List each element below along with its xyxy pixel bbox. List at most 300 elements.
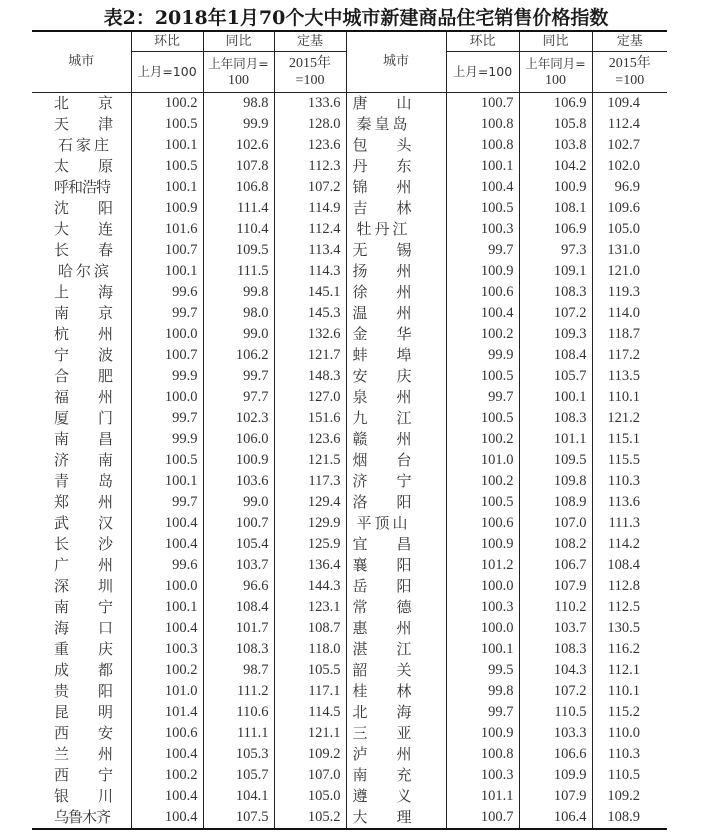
dingji-cell: 112.4 <box>274 219 346 240</box>
table-row <box>32 345 667 366</box>
city-name: 广州 <box>54 556 113 574</box>
city-name: 西安 <box>54 724 113 742</box>
dingji-cell: 107.2 <box>274 177 346 198</box>
table-body <box>32 93 667 830</box>
tongbi-cell: 105.8 <box>519 114 592 135</box>
city-cell <box>346 576 446 597</box>
city-name: 韶关 <box>352 661 412 679</box>
table-row <box>32 177 667 198</box>
huanbi-cell: 101.0 <box>446 450 519 471</box>
city-cell <box>32 807 131 829</box>
tongbi-cell: 99.7 <box>203 366 274 387</box>
city-cell <box>32 660 131 681</box>
header-tongbi-right: 同比 <box>519 31 592 52</box>
tongbi-cell: 110.2 <box>519 597 592 618</box>
tongbi-cell: 99.0 <box>203 492 274 513</box>
tongbi-cell: 100.7 <box>203 513 274 534</box>
tongbi-cell: 105.3 <box>203 744 274 765</box>
city-cell <box>32 639 131 660</box>
city-cell <box>346 639 446 660</box>
tongbi-cell: 99.8 <box>203 282 274 303</box>
huanbi-cell: 99.7 <box>446 702 519 723</box>
header-dingji-right: 定基 <box>592 31 667 52</box>
huanbi-cell: 99.5 <box>446 660 519 681</box>
dingji-cell: 129.9 <box>274 513 346 534</box>
tongbi-cell: 107.5 <box>203 807 274 829</box>
huanbi-cell: 100.2 <box>446 429 519 450</box>
table-row <box>32 240 667 261</box>
tongbi-cell: 111.4 <box>203 198 274 219</box>
city-name: 武汉 <box>54 514 113 532</box>
dingji-cell: 115.2 <box>592 702 667 723</box>
table-row <box>32 135 667 156</box>
dingji-cell: 133.6 <box>274 93 346 115</box>
city-cell <box>346 660 446 681</box>
huanbi-cell: 100.9 <box>446 534 519 555</box>
tongbi-cell: 109.5 <box>519 450 592 471</box>
huanbi-cell: 99.8 <box>446 681 519 702</box>
city-cell <box>32 702 131 723</box>
huanbi-cell: 100.5 <box>446 492 519 513</box>
header-dingji-base-left <box>274 52 346 93</box>
dingji-cell: 114.9 <box>274 198 346 219</box>
city-name: 大连 <box>54 220 113 238</box>
city-name: 郑州 <box>54 493 113 511</box>
city-name: 重庆 <box>54 640 113 658</box>
header-city-right: 城市 <box>346 31 446 93</box>
huanbi-cell: 100.3 <box>131 639 203 660</box>
tongbi-cell: 109.5 <box>203 240 274 261</box>
dingji-cell: 105.5 <box>274 660 346 681</box>
city-cell <box>32 114 131 135</box>
city-cell <box>32 513 131 534</box>
tongbi-cell: 106.0 <box>203 429 274 450</box>
dingji-cell: 118.0 <box>274 639 346 660</box>
city-name: 岳阳 <box>352 577 412 595</box>
city-name: 徐州 <box>352 283 412 301</box>
header-tongbi-left: 同比 <box>203 31 274 52</box>
city-cell <box>32 198 131 219</box>
city-name: 济南 <box>54 451 113 469</box>
huanbi-cell: 100.0 <box>131 324 203 345</box>
header-huanbi-right: 环比 <box>446 31 519 52</box>
city-name: 北京 <box>54 94 113 112</box>
huanbi-cell: 100.7 <box>131 345 203 366</box>
city-cell <box>346 807 446 829</box>
city-name: 安庆 <box>352 367 412 385</box>
city-name: 襄阳 <box>352 556 412 574</box>
city-cell <box>32 282 131 303</box>
dingji-cell: 114.2 <box>592 534 667 555</box>
dingji-cell: 121.2 <box>592 408 667 429</box>
base-label-line1: 上年同月= <box>525 55 586 71</box>
city-cell <box>346 765 446 786</box>
huanbi-cell: 100.9 <box>446 261 519 282</box>
huanbi-cell: 100.3 <box>446 597 519 618</box>
city-cell <box>32 156 131 177</box>
tongbi-cell: 102.6 <box>203 135 274 156</box>
city-name: 吉林 <box>352 199 412 217</box>
city-cell <box>32 576 131 597</box>
dingji-cell: 132.6 <box>274 324 346 345</box>
city-cell <box>32 345 131 366</box>
table-row <box>32 198 667 219</box>
city-cell <box>346 597 446 618</box>
huanbi-cell: 99.6 <box>131 282 203 303</box>
city-cell <box>346 681 446 702</box>
dingji-cell: 109.6 <box>592 198 667 219</box>
huanbi-cell: 100.1 <box>131 135 203 156</box>
huanbi-cell: 100.2 <box>446 324 519 345</box>
city-cell <box>32 765 131 786</box>
huanbi-cell: 100.7 <box>446 93 519 115</box>
huanbi-cell: 100.8 <box>446 114 519 135</box>
tongbi-cell: 109.8 <box>519 471 592 492</box>
city-name: 常德 <box>352 598 412 616</box>
dingji-cell: 96.9 <box>592 177 667 198</box>
tongbi-cell: 109.9 <box>519 765 592 786</box>
huanbi-cell: 100.5 <box>131 114 203 135</box>
city-name: 扬州 <box>352 262 412 280</box>
dingji-cell: 113.4 <box>274 240 346 261</box>
tongbi-cell: 107.9 <box>519 786 592 807</box>
tongbi-cell: 96.6 <box>203 576 274 597</box>
city-name: 宜昌 <box>352 535 412 553</box>
table-row <box>32 261 667 282</box>
city-cell <box>346 513 446 534</box>
city-cell <box>346 555 446 576</box>
tongbi-cell: 104.1 <box>203 786 274 807</box>
huanbi-cell: 100.4 <box>446 177 519 198</box>
header-city-left: 城市 <box>32 31 131 93</box>
city-name: 青岛 <box>54 472 113 490</box>
table-row <box>32 786 667 807</box>
tongbi-cell: 106.9 <box>519 219 592 240</box>
city-cell <box>346 219 446 240</box>
dingji-cell: 116.2 <box>592 639 667 660</box>
huanbi-cell: 100.3 <box>446 765 519 786</box>
huanbi-cell: 99.7 <box>131 303 203 324</box>
city-name: 丹东 <box>352 157 412 175</box>
city-cell <box>346 282 446 303</box>
city-cell <box>32 597 131 618</box>
city-cell <box>346 450 446 471</box>
tongbi-cell: 103.7 <box>519 618 592 639</box>
tongbi-cell: 100.1 <box>519 387 592 408</box>
header-huanbi-base-left <box>131 52 203 93</box>
dingji-cell: 117.2 <box>592 345 667 366</box>
table-header <box>32 31 667 93</box>
huanbi-cell: 100.2 <box>131 93 203 115</box>
huanbi-cell: 100.1 <box>446 156 519 177</box>
city-cell <box>32 618 131 639</box>
huanbi-cell: 100.5 <box>131 450 203 471</box>
huanbi-cell: 100.0 <box>446 618 519 639</box>
city-name: 福州 <box>54 388 113 406</box>
tongbi-cell: 108.3 <box>519 639 592 660</box>
huanbi-cell: 101.4 <box>131 702 203 723</box>
tongbi-cell: 99.9 <box>203 114 274 135</box>
table-row <box>32 303 667 324</box>
base-label-line2: =100 <box>295 73 325 88</box>
table-row <box>32 93 667 115</box>
dingji-cell: 121.1 <box>274 723 346 744</box>
dingji-cell: 115.1 <box>592 429 667 450</box>
dingji-cell: 111.3 <box>592 513 667 534</box>
city-cell <box>346 618 446 639</box>
city-cell <box>32 177 131 198</box>
city-cell <box>32 303 131 324</box>
huanbi-cell: 100.4 <box>131 807 203 829</box>
huanbi-cell: 100.0 <box>446 576 519 597</box>
tongbi-cell: 105.7 <box>519 366 592 387</box>
tongbi-cell: 107.2 <box>519 303 592 324</box>
tongbi-cell: 108.3 <box>203 639 274 660</box>
dingji-cell: 151.6 <box>274 408 346 429</box>
tongbi-cell: 105.4 <box>203 534 274 555</box>
city-name: 上海 <box>54 283 113 301</box>
huanbi-cell: 100.1 <box>131 177 203 198</box>
base-label-line2: 100 <box>545 72 566 88</box>
city-name: 海口 <box>54 619 113 637</box>
city-name: 唐山 <box>352 94 412 112</box>
table-row <box>32 324 667 345</box>
tongbi-cell: 104.2 <box>519 156 592 177</box>
table-row <box>32 618 667 639</box>
city-name: 成都 <box>54 661 113 679</box>
tongbi-cell: 103.6 <box>203 471 274 492</box>
city-cell <box>32 786 131 807</box>
huanbi-cell: 100.9 <box>446 723 519 744</box>
city-cell <box>346 429 446 450</box>
city-cell <box>32 471 131 492</box>
huanbi-cell: 100.4 <box>131 786 203 807</box>
tongbi-cell: 106.7 <box>519 555 592 576</box>
tongbi-cell: 106.9 <box>519 93 592 115</box>
city-cell <box>346 93 446 115</box>
tongbi-cell: 101.7 <box>203 618 274 639</box>
tongbi-cell: 98.8 <box>203 93 274 115</box>
huanbi-cell: 100.7 <box>131 240 203 261</box>
huanbi-cell: 100.5 <box>446 408 519 429</box>
city-cell <box>346 177 446 198</box>
dingji-cell: 112.3 <box>274 156 346 177</box>
dingji-cell: 109.4 <box>592 93 667 115</box>
tongbi-cell: 107.0 <box>519 513 592 534</box>
table-row <box>32 492 667 513</box>
tongbi-cell: 111.2 <box>203 681 274 702</box>
city-name: 南充 <box>352 766 412 784</box>
header-huanbi-base-right <box>446 52 519 93</box>
table-row <box>32 219 667 240</box>
city-name: 包头 <box>352 136 412 154</box>
dingji-cell: 110.1 <box>592 387 667 408</box>
city-cell <box>32 240 131 261</box>
dingji-cell: 148.3 <box>274 366 346 387</box>
header-tongbi-base-right <box>519 52 592 93</box>
table-row <box>32 555 667 576</box>
tongbi-cell: 98.7 <box>203 660 274 681</box>
dingji-cell: 112.8 <box>592 576 667 597</box>
city-cell <box>32 534 131 555</box>
huanbi-cell: 101.2 <box>446 555 519 576</box>
tongbi-cell: 97.3 <box>519 240 592 261</box>
huanbi-cell: 100.4 <box>131 513 203 534</box>
table-row <box>32 597 667 618</box>
dingji-cell: 110.3 <box>592 471 667 492</box>
city-name: 赣州 <box>352 430 412 448</box>
city-cell <box>32 492 131 513</box>
city-cell <box>346 471 446 492</box>
city-name: 泸州 <box>352 745 412 763</box>
tongbi-cell: 107.8 <box>203 156 274 177</box>
huanbi-cell: 99.6 <box>131 555 203 576</box>
city-cell <box>346 702 446 723</box>
table-row <box>32 639 667 660</box>
city-name: 长春 <box>54 241 113 259</box>
dingji-cell: 129.4 <box>274 492 346 513</box>
dingji-cell: 105.0 <box>274 786 346 807</box>
city-name: 沈阳 <box>54 199 113 217</box>
header-dingji-left: 定基 <box>274 31 346 52</box>
city-name: 牡丹江 <box>356 220 411 238</box>
huanbi-cell: 101.1 <box>446 786 519 807</box>
tongbi-cell: 108.3 <box>519 408 592 429</box>
city-cell <box>346 744 446 765</box>
dingji-cell: 107.0 <box>274 765 346 786</box>
tongbi-cell: 111.1 <box>203 723 274 744</box>
city-name: 天津 <box>54 115 113 133</box>
dingji-cell: 112.5 <box>592 597 667 618</box>
table-row <box>32 534 667 555</box>
city-cell <box>32 261 131 282</box>
city-name: 九江 <box>352 409 412 427</box>
city-name: 蚌埠 <box>352 346 412 364</box>
table-row <box>32 366 667 387</box>
table-row <box>32 576 667 597</box>
city-name: 锦州 <box>352 178 412 196</box>
huanbi-cell: 100.3 <box>446 219 519 240</box>
table-row <box>32 471 667 492</box>
tongbi-cell: 106.4 <box>519 807 592 829</box>
dingji-cell: 131.0 <box>592 240 667 261</box>
tongbi-cell: 110.4 <box>203 219 274 240</box>
tongbi-cell: 98.0 <box>203 303 274 324</box>
city-cell <box>32 555 131 576</box>
tongbi-cell: 100.9 <box>203 450 274 471</box>
city-name: 遵义 <box>352 787 412 805</box>
city-name: 惠州 <box>352 619 412 637</box>
city-name: 温州 <box>352 304 412 322</box>
dingji-cell: 112.1 <box>592 660 667 681</box>
tongbi-cell: 109.3 <box>519 324 592 345</box>
table-row <box>32 681 667 702</box>
huanbi-cell: 100.8 <box>446 744 519 765</box>
city-name: 贵阳 <box>54 682 113 700</box>
city-name: 石家庄 <box>58 136 113 154</box>
table-row <box>32 156 667 177</box>
city-cell <box>32 324 131 345</box>
tongbi-cell: 97.7 <box>203 387 274 408</box>
dingji-cell: 114.3 <box>274 261 346 282</box>
dingji-cell: 105.2 <box>274 807 346 829</box>
city-cell <box>32 450 131 471</box>
huanbi-cell: 99.9 <box>446 345 519 366</box>
city-name: 长沙 <box>54 535 113 553</box>
header-tongbi-base-left <box>203 52 274 93</box>
city-name: 三亚 <box>352 724 412 742</box>
tongbi-cell: 103.8 <box>519 135 592 156</box>
huanbi-cell: 100.0 <box>131 576 203 597</box>
huanbi-cell: 101.0 <box>131 681 203 702</box>
table-row <box>32 702 667 723</box>
city-name: 烟台 <box>352 451 412 469</box>
table-row <box>32 387 667 408</box>
city-name: 西宁 <box>54 766 113 784</box>
city-cell <box>32 681 131 702</box>
city-cell <box>346 534 446 555</box>
city-cell <box>346 324 446 345</box>
base-label-line1: 上年同月= <box>208 55 269 71</box>
city-name: 平顶山 <box>356 514 411 532</box>
dingji-cell: 123.6 <box>274 135 346 156</box>
city-name: 杭州 <box>54 325 113 343</box>
city-cell <box>32 408 131 429</box>
city-cell <box>346 261 446 282</box>
huanbi-cell: 99.7 <box>446 240 519 261</box>
dingji-cell: 108.4 <box>592 555 667 576</box>
dingji-cell: 121.0 <box>592 261 667 282</box>
base-label-line1: 2015年 <box>289 56 331 71</box>
tongbi-cell: 105.7 <box>203 765 274 786</box>
dingji-cell: 121.5 <box>274 450 346 471</box>
dingji-cell: 112.4 <box>592 114 667 135</box>
city-cell <box>346 198 446 219</box>
city-name: 南宁 <box>54 598 113 616</box>
tongbi-cell: 101.1 <box>519 429 592 450</box>
tongbi-cell: 108.4 <box>519 345 592 366</box>
table-title: 表2：2018年1月70个大中城市新建商品住宅销售价格指数 <box>103 7 609 29</box>
huanbi-cell: 100.1 <box>446 639 519 660</box>
city-name: 南昌 <box>54 430 113 448</box>
city-name: 济宁 <box>352 472 412 490</box>
city-name: 哈尔滨 <box>58 262 113 280</box>
dingji-cell: 145.3 <box>274 303 346 324</box>
dingji-cell: 115.5 <box>592 450 667 471</box>
city-name: 合肥 <box>54 367 113 385</box>
dingji-cell: 118.7 <box>592 324 667 345</box>
table-row <box>32 765 667 786</box>
city-name: 北海 <box>352 703 412 721</box>
huanbi-cell: 100.0 <box>131 387 203 408</box>
dingji-cell: 130.5 <box>592 618 667 639</box>
city-cell <box>346 114 446 135</box>
city-name: 银川 <box>54 787 113 805</box>
dingji-cell: 102.7 <box>592 135 667 156</box>
dingji-cell: 123.1 <box>274 597 346 618</box>
tongbi-cell: 106.8 <box>203 177 274 198</box>
dingji-cell: 109.2 <box>274 744 346 765</box>
dingji-cell: 117.1 <box>274 681 346 702</box>
tongbi-cell: 104.3 <box>519 660 592 681</box>
base-label-line2: =100 <box>615 73 645 88</box>
huanbi-cell: 100.6 <box>131 723 203 744</box>
dingji-cell: 117.3 <box>274 471 346 492</box>
huanbi-cell: 99.7 <box>131 492 203 513</box>
city-name: 秦皇岛 <box>356 115 411 133</box>
table-row <box>32 114 667 135</box>
tongbi-cell: 108.9 <box>519 492 592 513</box>
